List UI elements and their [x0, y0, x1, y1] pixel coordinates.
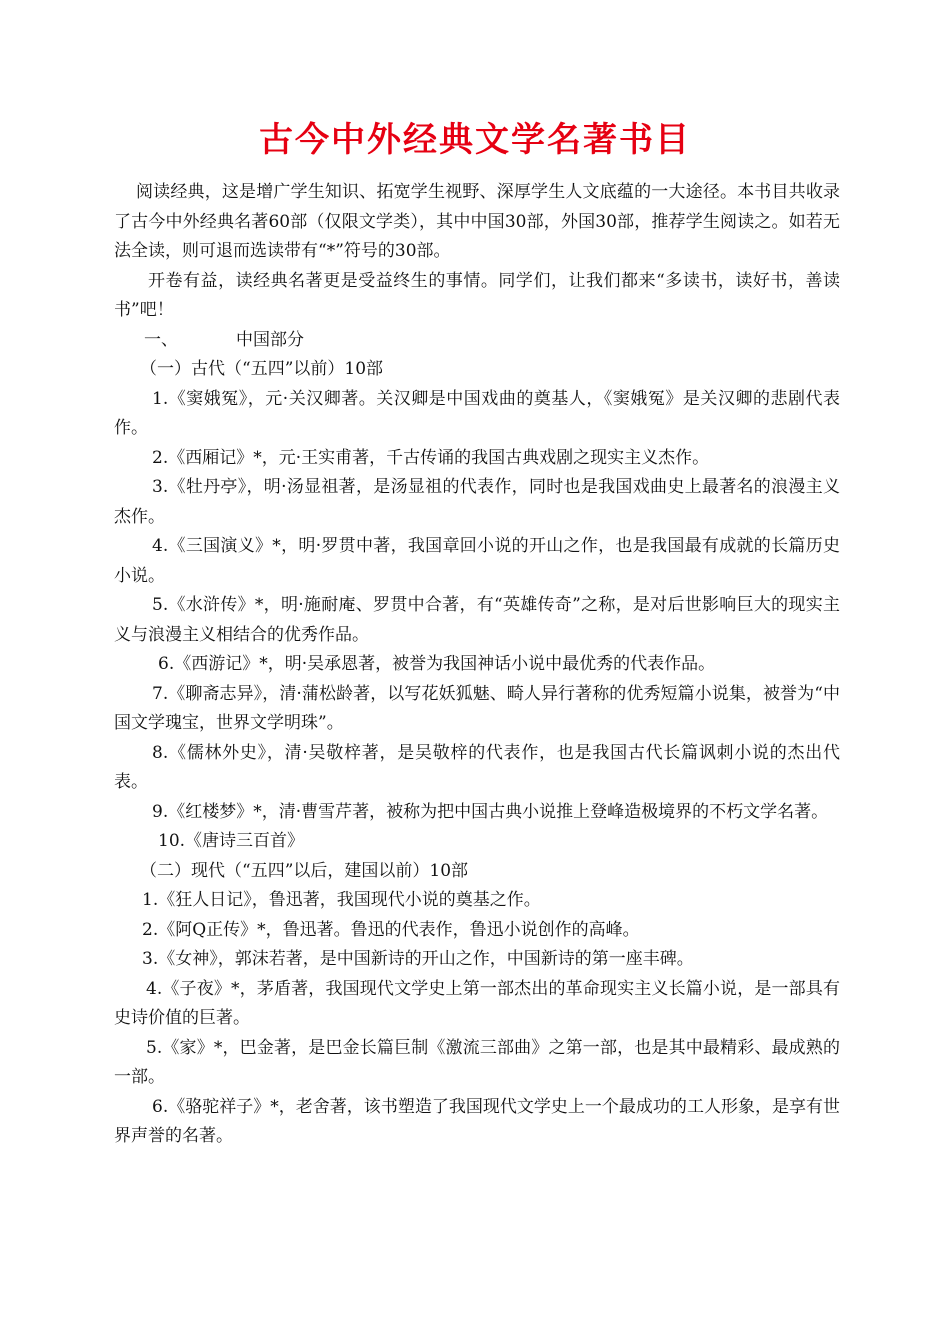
book-entry: 2.《西厢记》*，元·王实甫著，千古传诵的我国古典戏剧之现实主义杰作。 — [152, 447, 710, 468]
book-entry: 4.《三国演义》*，明·罗贯中著，我国章回小说的开山之作，也是我国最有成就的长篇历史小说。 — [114, 536, 840, 586]
document-body — [114, 178, 840, 1152]
book-entry: 3.《女神》，郭沫若著，是中国新诗的开山之作，中国新诗的第一座丰碑。 — [142, 949, 694, 969]
section-heading-modern: （二）现代（“五四”以后，建国以前）10部 — [140, 860, 469, 881]
book-entry: 3.《牡丹亭》，明·汤显祖著，是汤显祖的代表作，同时也是我国戏曲史上最著名的浪漫主义杰作。 — [114, 477, 840, 527]
book-entry: 5.《家》*，巴金著，是巴金长篇巨制《激流三部曲》之第一部，也是其中最精彩、最成熟的一部。 — [114, 1037, 840, 1087]
book-entry: 5.《水浒传》*，明·施耐庵、罗贯中合著，有“英雄传奇”之称，是对后世影响巨大的现实主义与浪漫主义相结合的优秀作品。 — [114, 595, 840, 645]
intro-paragraph: 开卷有益，读经典名著更是受益终生的事情。同学们，让我们都来“多读书，读好书，善读书”吧！ — [114, 270, 840, 320]
part-heading — [114, 326, 840, 356]
intro-paragraph: 阅读经典，这是增广学生知识、拓宽学生视野、深厚学生人文底蕴的一大途径。本书目共收录了古今中外经典名著60部（仅限文学类），其中中国30部，外国30部，推荐学生阅读之。如若无法全读，则可退而选读带有“*”符号的30部。 — [114, 182, 840, 261]
section-heading-ancient: （一）古代（“五四”以前）10部 — [140, 359, 384, 379]
book-entry: 10.《唐诗三百首》 — [158, 831, 305, 851]
book-entry: 1.《窦娥冤》，元·关汉卿著。关汉卿是中国戏曲的奠基人，《窦娥冤》是关汉卿的悲剧代表作。 — [114, 388, 840, 438]
book-entry: 6.《西游记》*，明·吴承恩著，被誉为我国神话小说中最优秀的代表作品。 — [158, 654, 716, 674]
part-number: 一、 — [144, 329, 178, 350]
book-entry: 7.《聊斋志异》，清·蒲松龄著，以写花妖狐魅、畸人异行著称的优秀短篇小说集，被誉为“中国文学瑰宝，世界文学明珠”。 — [114, 683, 840, 733]
book-entry: 9.《红楼梦》*，清·曹雪芹著，被称为把中国古典小说推上登峰造极境界的不朽文学名著。 — [152, 801, 829, 822]
book-entry: 1.《狂人日记》，鲁迅著，我国现代小说的奠基之作。 — [142, 890, 541, 910]
book-entry: 2.《阿Q正传》*，鲁迅著。鲁迅的代表作，鲁迅小说创作的高峰。 — [142, 919, 640, 940]
book-entry: 6.《骆驼祥子》*，老舍著，该书塑造了我国现代文学史上一个最成功的工人形象，是享有世界声誉的名著。 — [114, 1096, 840, 1146]
document-title: 古今中外经典文学名著书目 — [259, 120, 691, 160]
book-entry: 4.《子夜》*，茅盾著，我国现代文学史上第一部杰出的革命现实主义长篇小说，是一部具有史诗价值的巨著。 — [114, 978, 840, 1028]
part-label: 中国部分 — [236, 329, 304, 350]
book-entry: 8.《儒林外史》，清·吴敬梓著，是吴敬梓的代表作，也是我国古代长篇讽刺小说的杰出代表。 — [114, 742, 840, 792]
